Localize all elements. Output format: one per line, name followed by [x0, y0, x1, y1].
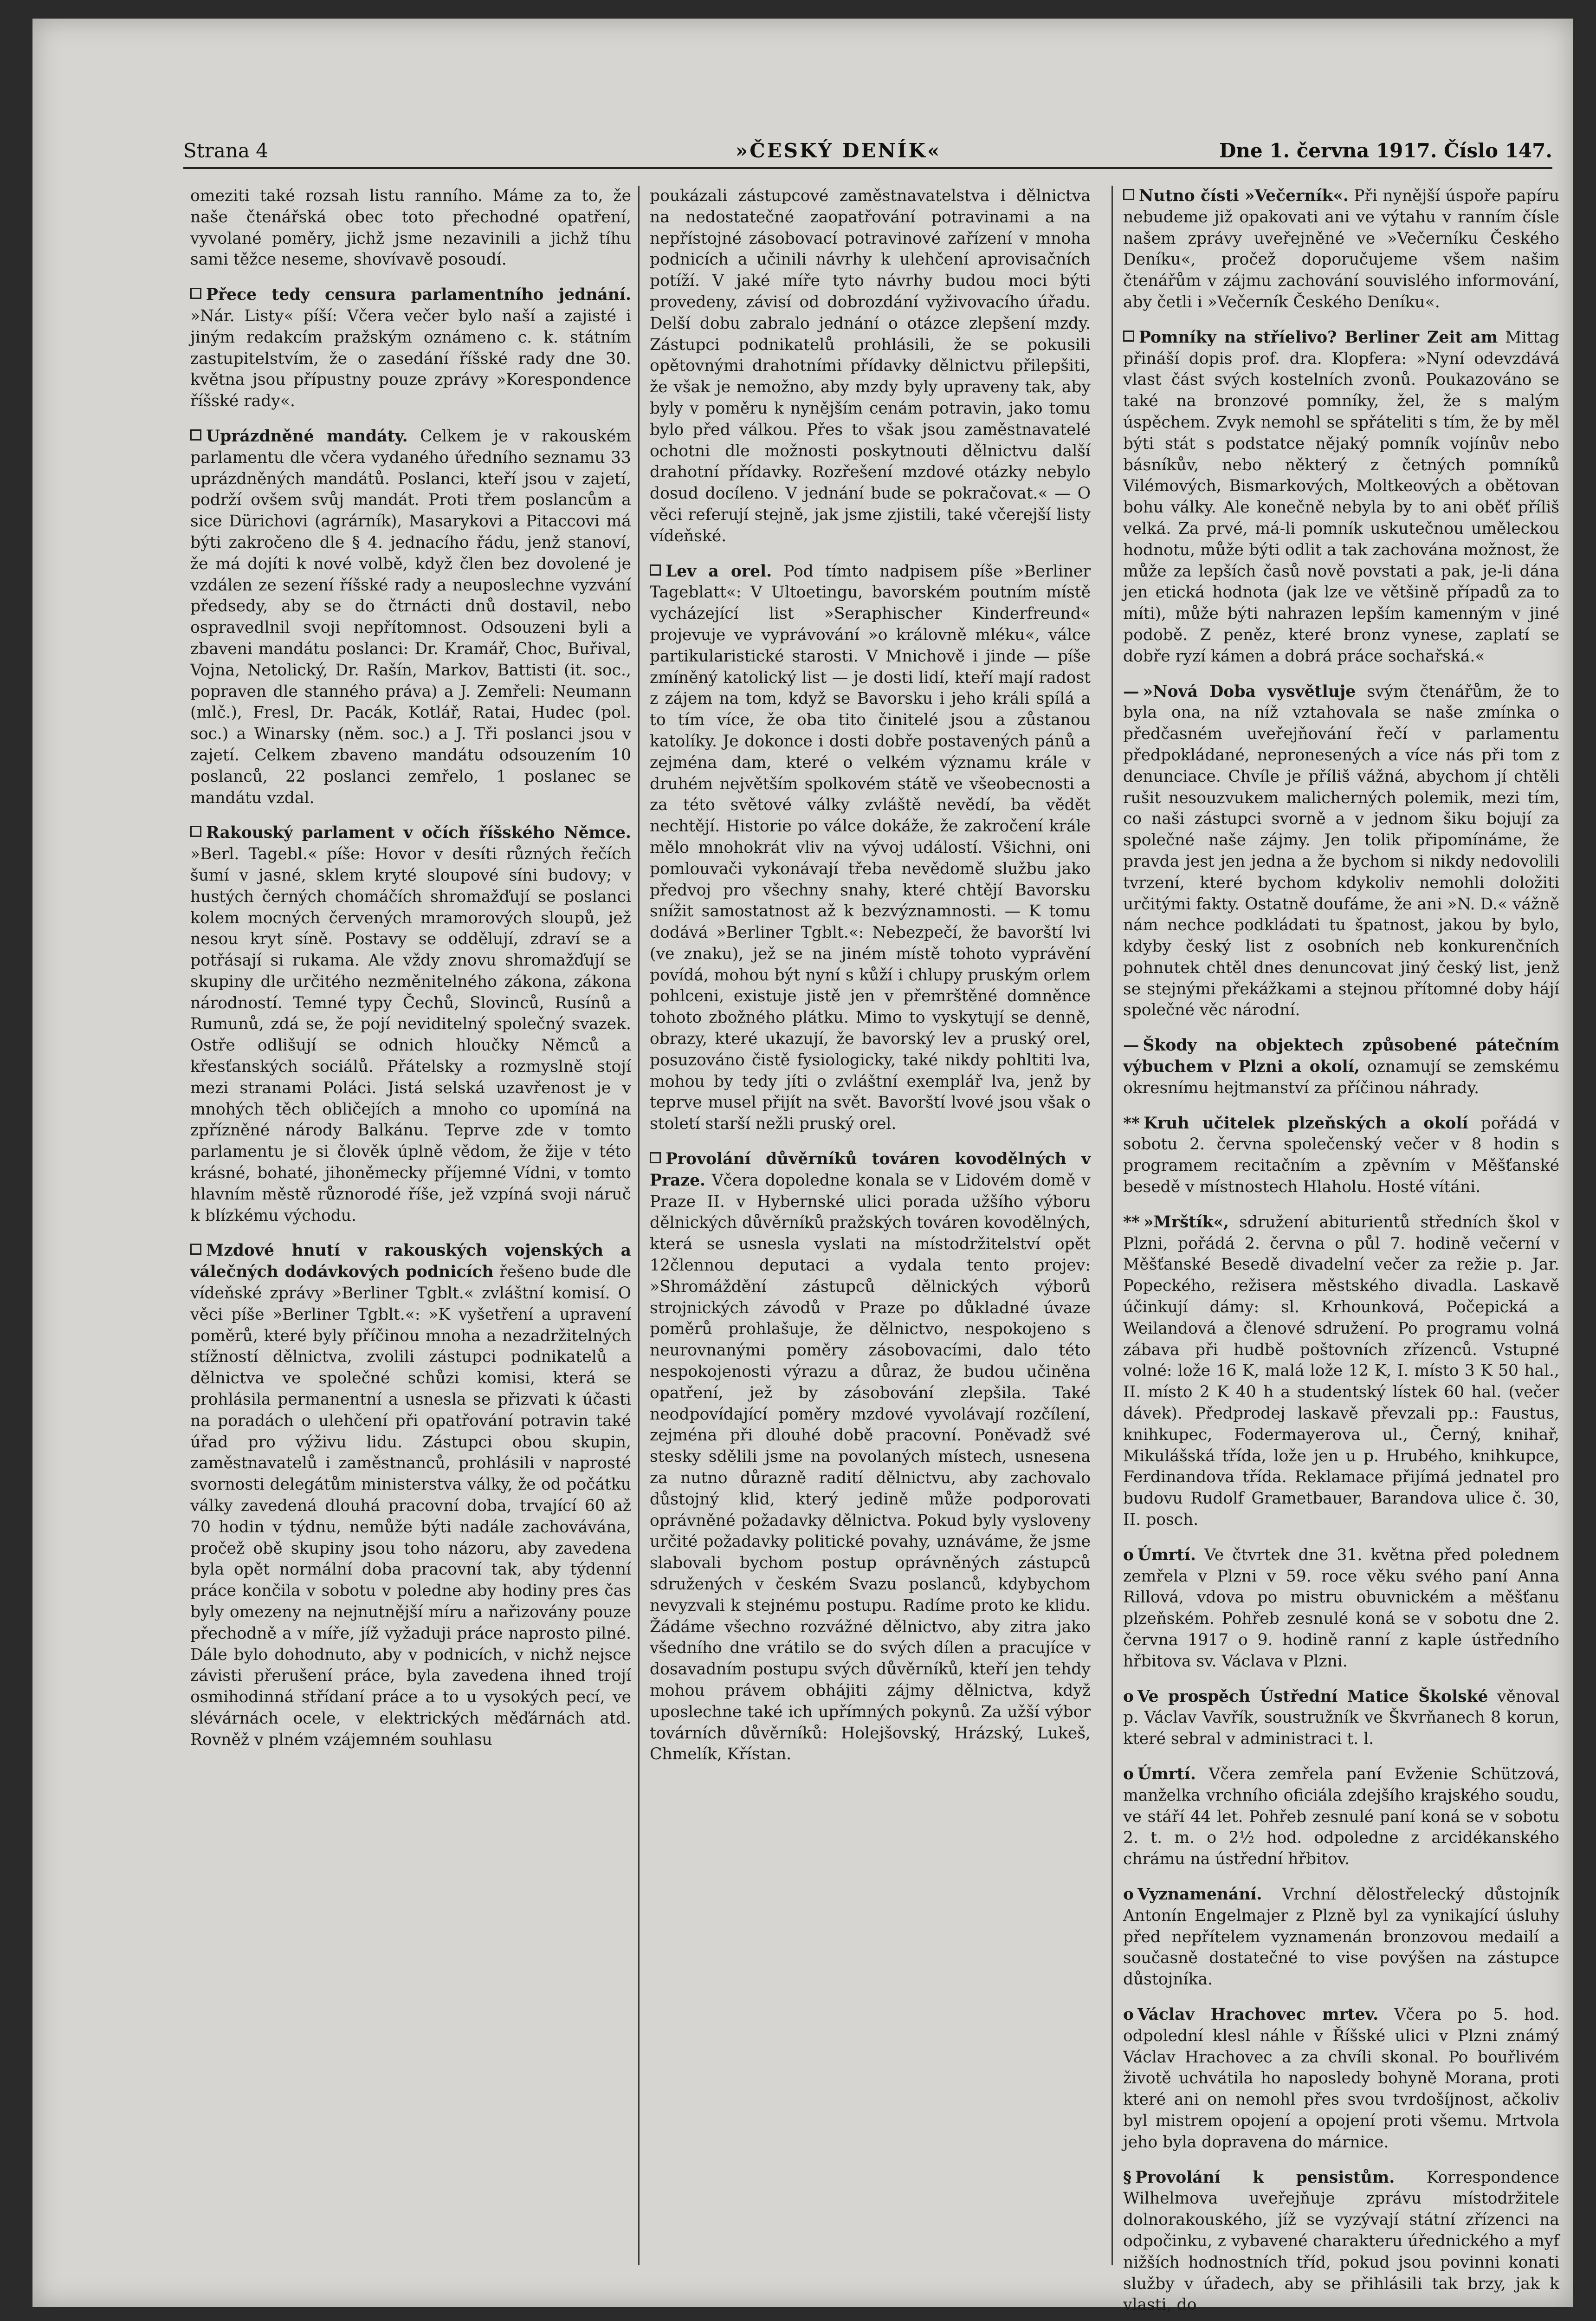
article-title: Ve prospěch Ústřední Matice Školské	[1137, 1687, 1488, 1706]
article-body: pořádá v sobotu 2. června společenský večer v 8 hodin s programem recitačním a zpěvním v Měšťanské besedě v místnostech Hlaholu. Hosté vítáni.	[1123, 1114, 1559, 1197]
article	[650, 1149, 1091, 1765]
article-body: Včera dopoledne konala se v Lidovém domě v Praze II. v Hybernské ulici porada užšího výboru dělnických důvěrníků pražských továren kovodělných, která se usnesla vyslati na místodržitelství opět 12člennou deputaci a vydala tento projev: »Shromáždění zástupců dělnických výborů strojnických závodů v Praze po důkladné úvaze poměrů prohlašuje, že dělnictvo, nespokojeno s neurovnanými poměry zásobovacími, dalo této nespokojenosti výrazu a důraz, že budou učiněna opatření, jež by zásobování zlepšila. Také neodpovídající poměry mzdové vyvolávají rozčílení, zejména při dlouhé době pracovní. Poněvadž své stesky sdělili jsme na povolaných místech, usnesena za nutno důrazně radití dělnictvu, aby zachovalo důstojný klid, který jedině může podporovati oprávněné požadavky dělnictva. Pokud byly vysloveny určité požadavky politické povahy, uznáváme, že jsme slabovali bychom postup oprávněných zástupců sdružených v českém Svazu poslanců, kdybychom nevyzvali k stejnému postupu. Radíme proto ke klidu. Žádáme všechno rozvážné dělnictvo, aby zitra jako všedního dne vrátilo se do svých dílen a pracujíce v dosavadním postupu svých důvěrníků, kteří jen tehdy mohou právem obhájiti zájmy dělnictva, když uposlechne také ich upřímných pokynů. Za užší výbor továrních důvěrníků: Holejšovský, Hrázský, Lukeš, Chmelík, Křístan.	[650, 1171, 1091, 1764]
article-title: Pomníky na stříelivo? Berliner Zeit am	[1139, 328, 1498, 347]
article-body: Včera zemřela paní Evženie Schützová, manželka vrchního oficiála zdejšího krajského soudu, ve stáří 44 let. Pohřeb zesnulé paní koná se v sobotu 2. t. m. o 2½ hod. odpoledne z arcidékanského chrámu na ústřední hřbitov.	[1123, 1764, 1559, 1869]
article-title: »Mrštík«,	[1144, 1212, 1229, 1232]
asterisk-bullet-icon: **	[1123, 1212, 1140, 1232]
article-title: »Nová Doba vysvětluje	[1143, 682, 1356, 701]
circle-bullet-icon: o	[1123, 1545, 1134, 1564]
circle-bullet-icon: o	[1123, 1885, 1134, 1904]
article-body: Ve čtvrtek dne 31. května před polednem zemřela v Plzni v 59. roce věku svého paní Anna Rillová, vdova po mistru obuvnickém a měšťanu plzeňském. Pohřeb zesnulé koná se v sobotu dne 2. června 1917 o 9. hodině ranní z kaple ústředního hřbitova sv. Václava v Plzni.	[1123, 1545, 1559, 1671]
article	[190, 426, 631, 809]
article-body: Včera po 5. hod. odpolední klesl náhle v Říšské ulici v Plzni známý Václav Hrachovec a za chvíli skonal. Po bouřlivém životě uchvátila ho naposledy bohyně Morana, proti které ani on nemohl přes svou tvrdošíjnost, ačkoliv byl mistrem opojení a opojení proti všemu. Mrtvola jeho byla dopravena do márnice.	[1123, 2005, 1559, 2152]
square-bullet-icon	[650, 564, 661, 576]
square-bullet-icon	[650, 1152, 661, 1163]
article-title: Provolání k pensistům.	[1135, 2168, 1395, 2187]
article-body: věnoval p. Václav Vavřík, soustružník ve Škvrňanech 8 korun, které sebral v administraci t. l.	[1123, 1687, 1559, 1749]
article-body: Celkem je v rakouském parlamentu dle včera vydaného úředního seznamu 33 uprázdněných mandátů. Poslanci, kteří jsou v zajetí, podrží ovšem svůj mandát. Proti třem poslancům a sice Dürichovi (agrárník), Masarykovi a Pitaccovi má býti zakročeno dle § 4. jednacího řádu, jenž stanoví, že má dojíti k nové volbě, když člen bez dovolené je vzdálen ze sezení říšské rady a neuposlechne vyzvání předsedy, aby se do čtrnácti dnů dostavil, nebo ospravedlnil svoji nepřítomnost. Odsouzeni byli a zbaveni mandátu poslanci: Dr. Kramář, Choc, Buřival, Vojna, Netolický, Dr. Rašín, Markov, Battisti (it. soc., popraven dle stanného práva) a J. Zemřeli: Neumann (mlč.), Fresl, Dr. Pacák, Kotlář, Ratai, Hudec (pol. soc.) a Winarsky (něm. soc.) a J. Tři poslanci jsou v zajetí. Celkem zbaveno mandátu odsouzením 10 poslanců, 22 poslanci zemřelo, 1 poslanec se mandátu vzdal.	[190, 427, 631, 807]
section-bullet-icon: §	[1123, 2168, 1132, 2187]
article	[190, 285, 631, 412]
article-title: Úmrtí.	[1137, 1545, 1196, 1564]
article	[1123, 1545, 1559, 1673]
article-body: Mittag přináší dopis prof. dra. Klopfera: »Nyní odevzdává vlast část svých kostelních zvonů. Poukazováno se také na bronzové pomníky, žel, že s malým úspěchem. Zvyk nemohl se spřáteliti s tím, že by měl býti stát s podstatce nějaký pomník vojínův nebo básníkův, nebo některý z četných pomníků Vilémových, Bismarkových, Moltkeových a obětovan bohu války. Ale konečně nebyla by to ani oběť příliš velká. Za prvé, má-li pomník uskutečnou uměleckou hodnotu, může býti odlit a tak zachována možnost, že může za lepších časů nově povstati a pak, je-li dána jen etická hodnota (jak lze ve většině případů za to míti), může býti nahrazen lepším kamenným v jiné podobě. Z peněz, které bronz vynese, zaplatí se dobře ryzí kámen a dobrá práce sochařská.«	[1123, 328, 1560, 666]
article	[1123, 1764, 1559, 1870]
square-bullet-icon	[190, 1244, 201, 1255]
article-body: Vrchní dělostřelecký důstojník Antonín Engelmajer z Plzně byl za vynikající úsluhy před nepřítelem vyznamenán bronzovou medailí a současně dostatečné to vise povýšen na zástupce důstojníka.	[1123, 1885, 1560, 1989]
square-bullet-icon	[1123, 331, 1134, 342]
article	[190, 823, 631, 1226]
article-title: Kruh učitelek plzeňských a okolí	[1144, 1114, 1468, 1133]
column-3	[1123, 186, 1560, 2315]
article	[1123, 2004, 1559, 2153]
column-rule	[1111, 186, 1113, 2265]
square-bullet-icon	[190, 288, 201, 299]
article-title: Mzdové hnutí v rakouských vojenských a válečných dodávkových podnicích	[190, 1241, 631, 1282]
article-title: Nutno čísti »Večerník«.	[1139, 187, 1349, 205]
dash-bullet-icon: —	[1123, 682, 1139, 701]
article-body: Pod tímto nadpisem píše »Berliner Tageblatt«: V Ultoetingu, bavorském poutním místě vycházející list »Seraphischer Kinderfreund« projevuje ve vyprávování »o královně mléku«, válce partikularistické starosti. V Mnichově i jinde — píše zmíněný katolický list — je dosti lidí, kteří mají radost z zájem na tom, když se Bavorsku i jeho králi spílá a to tím více, že oba tito činitelé jsou a zůstanou katolíky. Je dokonce i dosti dobře postavených pánů a zejména dam, které o velkém významu krále v druhém největším spolkovém státě ve všeobecnosti a za této světové války zvláště nevědí, ba vědět nechtějí. Historie po válce dokáže, že zakročení krále mělo mnohokrát vliv na vývoj událostí. Všichni, oni pomlouvači vykonávají třeba nevědomě službu jako předvoj pro všechny snahy, které chtějí Bavorsku snížit samostatnost až k bezvýznamnosti. — K tomu dodává »Berliner Tgblt.«: Nebezpečí, že bavorští lvi (ve znaku), jež se na jiném místě tohoto vyprávění povídá, mohou být nyní s kůží i chlupy pruským orlem pohlceni, existuje jistě jen v přemrštěné domněnce tohoto zbožného plátku. Mimo to vyskytují se denně, obrazy, které ukazují, že bavorský lev a pruský orel, posuzováno čistě fysiologicky, také nikdy pohltiti lva, mohou by tedy jíti o zvláštní exemplář lva, jenž by teprve musel přijít na svět. Bavorští lvové jsou však o století starší nežli pruský orel.	[650, 562, 1091, 1134]
article-continuation	[190, 186, 631, 271]
article-body: »Berl. Tagebl.« píše: Hovor v desíti různých řečích šumí v jasné, sklem kryté sloupové síni budovy; v hustých černých chomáčích shromažďují se poslanci kolem mocných červených mramorových sloupů, jež nesou kryt síně. Postavy se oddělují, zdraví se a potřásají si rukama. Ale vždy znovu shromažďují se skupiny dle určitého nezměnitelného zákona, zákona národností. Temné typy Čechů, Slovinců, Rusínů a Rumunů, zdá se, že pojí neviditelný společný svazek. Ostře odlišují se odnich hloučky Němců a křesťanských sociálů. Přátelsky a rozmyslně stojí mezi stranami Poláci. Jistá selská uzavřenost je v mnohých těch obličejích a mnoho co upomíná na zpřízněné národy Balkánu. Teprve zde v tomto parlamentu je si člověk úplně vědom, že žije v této krásné, bohaté, jihoněmecky příjemné Vídni, v tomto hlavním městě různorodé říše, jež vzpíná svoji náruč k blízkému východu.	[190, 845, 631, 1225]
article-title: Provolání důvěrníků továren kovodělných v Praze.	[650, 1150, 1091, 1190]
article	[1123, 1212, 1559, 1531]
article	[1123, 1884, 1559, 1990]
date-issue: Dne 1. června 1917. Číslo 147.	[1219, 139, 1552, 162]
article	[1123, 186, 1559, 313]
article-title: Lev a orel.	[666, 562, 772, 581]
article	[1123, 681, 1559, 1022]
square-bullet-icon	[190, 826, 201, 837]
column-rule	[638, 186, 640, 2265]
article-title: Vyznamenání.	[1137, 1885, 1262, 1904]
article	[1123, 327, 1559, 668]
column-2	[650, 186, 1091, 2265]
article-body: řešeno bude dle vídeňské zprávy »Berliner Tgblt.« zvláštní komisí. O věci píše »Berliner Tgblt.«: »K vyšetření a upravení poměrů, které byly příčinou mnoha a nezadržitelných stížností dělnictva, zvolili zástupci podnikatelů a dělnictva ve společné schůzi komisi, která se prohlásila permanentní a usnesla se přizvati k účasti na poradách o ulehčení při opatřování potravin také úřad pro výživu lidu. Zástupci obou skupin, zaměstnavatelů i zaměstnanců, prohlásili v naprosté svornosti delegátům ministerstva války, že od počátku války zavedená dlouhá pracovní doba, trvající 60 až 70 hodin v týdnu, nemůže býti nadále zachovávána, pročež obě skupiny jsou toho názoru, aby zavedena byla opět normální doba pracovní tak, aby týdenní práce končila v sobotu v poledne aby hodiny pres čas byly omezeny na nejnutnější míru a nařizovány pouze přechodně a v míře, jíž vyžaduji práce naprosto pilné. Dále bylo dohodnuto, aby v podnicích, v nichž nejsce závisti přerušení práce, byla zavedena ihned trojí osmihodinná střídaní práce a to u vysokých pecí, ve slévárnách ocele, v elektrických měďárnách atd. Rovněž v plném vzájemném souhlasu	[190, 1263, 632, 1749]
article-body: Korrespondence Wilhelmova uveřejňuje zprávu místodržitele dolnorakouského, jíž se vyzývají státní zřízenci na odpočinku, z vybavené charakteru úřednického a myf nižších hodnostních tříd, pokud jsou povinni konati služby v úřadech, aby se přihlásili tak brzy, jak k vlasti, do	[1123, 2168, 1559, 2315]
page-header	[183, 135, 1552, 169]
article-title: Uprázdněné mandáty.	[206, 427, 408, 446]
masthead: »ČESKÝ DENÍK«	[736, 139, 942, 162]
article-body: sdružení abiturientů středních škol v Plzni, pořádá 2. června o půl 7. hodině večerní v Měšťanské Besedě divadelní večer za režie p. Jar. Popeckého, režisera městského divadla. Laskavě účinkují dámy: sl. Krhounková, Počepická a Weilandová a členové sdružení. Po programu volná zábava při hudbě poštovních zřízenců. Vstupné volné: lože 16 K, malá lože 12 K, I. místo 3 K 50 hal., II. místo 2 K 40 h a studentský lístek 60 hal. (večer dávek). Předprodej laskavě převzali pp.: Faustus, knihkupec, Fodermayerova ul., Černý, knihař, Mikulášská třída, lože jen u p. Hrubého, knihkupce, Ferdinandova třída. Reklamace přijímá jednatel pro budovu Rudolf Grametbauer, Barandova ulice č. 30, II. posch.	[1123, 1212, 1560, 1530]
circle-bullet-icon: o	[1123, 2005, 1134, 2024]
article	[650, 561, 1091, 1135]
article-body: Při nynější úspoře papíru nebudeme již opakovati ani ve výtahu v ranním čísle našem zprávy uveřejněné ve »Večerníku Českého Deníku«, pročež doporučujeme všem našim čtenářům v zájmu zachování souvislého informování, aby četli i »Večerník Českého Deníku«.	[1123, 187, 1560, 311]
article	[1123, 1686, 1559, 1750]
circle-bullet-icon: o	[1123, 1764, 1134, 1783]
article-title: Václav Hrachovec mrtev.	[1137, 2005, 1379, 2024]
article	[1123, 1035, 1559, 1099]
column-1	[190, 186, 631, 2265]
article-body: oznamují se zemskému okresnímu hejtmanství za příčinou náhrady.	[1123, 1057, 1559, 1097]
asterisk-bullet-icon: **	[1123, 1114, 1140, 1133]
dash-bullet-icon: —	[1123, 1036, 1139, 1055]
square-bullet-icon	[190, 429, 201, 441]
article-title: Úmrtí.	[1137, 1764, 1196, 1783]
circle-bullet-icon: o	[1123, 1687, 1134, 1706]
article-body: poukázali zástupcové zaměstnavatelstva i dělnictva na nedostatečné zaopatřování potravinami a na nepřístojné zásobovací potravinové zařízení v mnoha podnicích a učinili návrhy k ulehčení aprovisačních potíží. V jaké míře tyto návrhy budou moci býti provedeny, závisí od dobrozdání vyživovacího úřadu. Delší dobu zabralo jednání o otázce zlepšení mzdy. Zástupci podnikatelů prohlásili, že se pokusili opětovnými drahotními přídavky dělnictvu přilepšiti, že však je nemožno, aby mzdy byly upraveny tak, aby byly v poměru k nynějším cenám potravin, jako tomu bylo před válkou. Přes to však jsou zaměstnavatelé ochotni dle možnosti poskytnouti dělnictvu další drahotní přídavky. Rozřešení mzdové otázky nebylo dosud docíleno. V jednání bude se pokračovat.« — O věci referují stejně, jak jsme zjistili, také včerejší listy vídeňské.	[650, 187, 1091, 545]
square-bullet-icon	[1123, 189, 1134, 200]
article	[1123, 2167, 1559, 2316]
article-body: omeziti také rozsah listu ranního. Máme za to, že naše čtenářská obec toto přechodné opatření, vyvolané poměry, jichž jsme nezavinili a jichž tíhu sami těžce neseme, shovívavě posoudí.	[190, 187, 631, 269]
article-title: Rakouský parlament v očích říšského Němce.	[206, 823, 631, 843]
article-title: Škody na objektech způsobené pátečním výbuchem v Plzni a okolí,	[1123, 1036, 1559, 1076]
article-title: Přece tedy censura parlamentního jednání.	[206, 285, 631, 305]
article-body: svým čtenářům, že to byla ona, na níž vztahovala se naše zmínka o předčasném uveřejňování řečí v parlamentu předpokládané, nepronesených a více nás při tom z denunciace. Chvíle je příliš vážná, abychom jí chtěli rušit nesouzvukem malicherných polemik, mezi tím, co naši zástupci svorně a v jednom šiku bojují za společné naše zájmy. Jen tolik připomínáme, že pravda jest jen jedna a že bychom si nikdy nedovolili tvrzení, které bychom kdykoliv nemohli doložiti určitými fakty. Ostatně doufáme, že ani »N. D.« vážně nám nechce podkládati tu špatnost, jakou by bylo, kdyby český list z osobních neb konkurenčních pohnutek chtěl dnes denuncovat jiný český list, jenž se stejnými překážkami a stejnou přítomné doby hájí společné věc národní.	[1123, 682, 1560, 1020]
article-continuation	[650, 186, 1091, 547]
article	[1123, 1113, 1559, 1198]
article-body: »Nár. Listy« píší: Včera večer bylo naší a zajisté i jiným redakcím pražským oznámeno c. k. státním zastupitelstvím, že o zasedání říšské rady dne 30. května jsou přípustny pouze zprávy »Korespondence říšské rady«.	[190, 306, 631, 411]
page-label: Strana 4	[183, 139, 268, 162]
article	[190, 1240, 631, 1750]
